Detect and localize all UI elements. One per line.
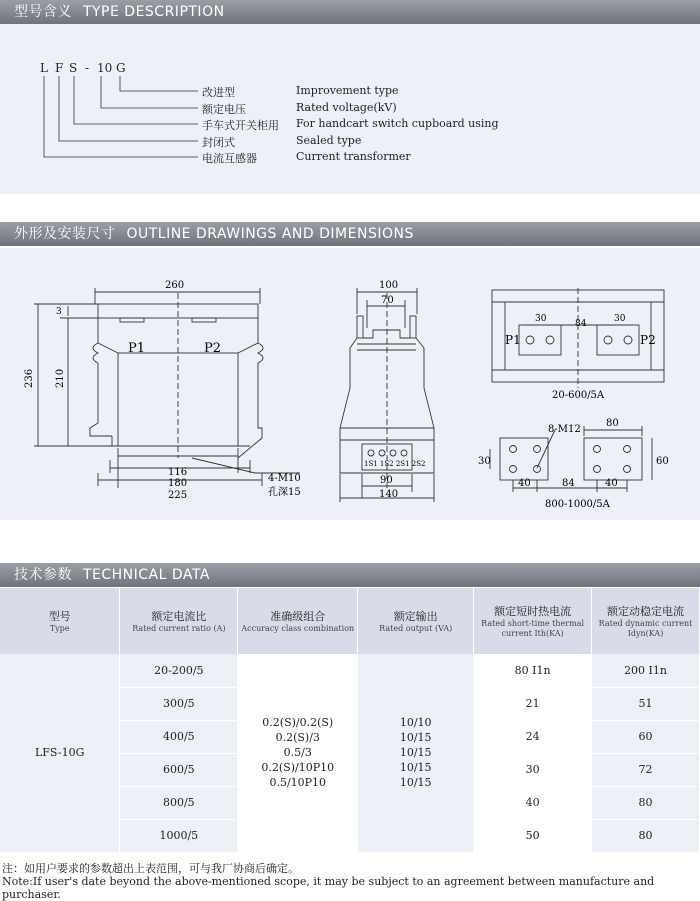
table-row	[0, 654, 700, 687]
dim-3: 3	[56, 307, 62, 317]
cell-ratio: 600/5	[120, 753, 238, 786]
type-description-panel	[0, 24, 700, 194]
dim-140: 140	[379, 489, 399, 500]
section-title-en: TYPE DESCRIPTION	[82, 4, 225, 20]
plate-dim-30: 30	[478, 456, 491, 467]
top-dim-30b: 30	[614, 314, 626, 324]
type-code-leader-lines	[0, 24, 200, 194]
code-dash: -	[85, 61, 90, 75]
dim-116: 116	[168, 467, 188, 478]
plate-dim-40a: 40	[518, 478, 531, 489]
plate-dim-60: 60	[656, 456, 669, 467]
dim-236: 236	[24, 368, 35, 388]
cell-idyn: 200 I1n	[592, 654, 700, 687]
section-title-en: OUTLINE DRAWINGS AND DIMENSIONS	[126, 226, 414, 242]
top-view-caption: 20-600/5A	[552, 390, 605, 401]
desc-en-ct: Current transformer	[296, 150, 411, 163]
cell-idyn: 80	[592, 786, 700, 819]
desc-cn-sealed: 封闭式	[202, 136, 235, 149]
section-title-cn: 型号含义	[14, 4, 72, 20]
technical-data-area	[0, 588, 700, 854]
header-idyn: 额定动稳定电流 Rated dynamic current Idyn(KA)	[592, 588, 700, 654]
code-letter-l: L	[40, 61, 48, 75]
code-letter-s: S	[69, 61, 78, 75]
cell-output: 10/10 10/15 10/15 10/15 10/15	[358, 654, 474, 852]
side-view-drawing	[340, 288, 434, 502]
dim-90: 90	[380, 475, 393, 486]
desc-en-handcart: For handcart switch cupboard using	[296, 117, 499, 130]
cell-ith: 40	[474, 786, 592, 819]
header-ratio: 额定电流比 Rated current ratio (A)	[120, 588, 238, 654]
section-title-en: TECHNICAL DATA	[82, 567, 210, 583]
note-cn: 注：如用户要求的参数超出上表范围，可与我厂协商后确定。	[2, 862, 299, 875]
top-dim-30a: 30	[535, 314, 547, 324]
section-title-cn: 技术参数	[14, 567, 72, 583]
dim-210: 210	[55, 368, 66, 388]
cell-idyn: 80	[592, 819, 700, 852]
front-thread-label: 4-M10	[268, 473, 301, 484]
desc-cn-voltage: 额定电压	[202, 103, 246, 116]
section-header-type-description	[0, 0, 700, 24]
top-dim-84: 84	[575, 319, 587, 329]
cell-ith: 21	[474, 687, 592, 720]
desc-cn-handcart: 手车式开关柜用	[202, 119, 279, 132]
code-letter-f: F	[55, 61, 64, 75]
section-header-outline	[0, 222, 700, 246]
dim-260: 260	[165, 280, 185, 291]
plate-dim-84: 84	[562, 478, 575, 489]
top-p1-label: P1	[505, 333, 521, 347]
front-p1-label: P1	[128, 341, 146, 356]
cell-ith: 80 I1n	[474, 654, 592, 687]
cell-ith: 50	[474, 819, 592, 852]
cell-type: LFS-10G	[0, 654, 120, 852]
top-p2-label: P2	[640, 333, 656, 347]
dim-180: 180	[168, 478, 188, 489]
table-header-row	[0, 588, 700, 654]
plate-thread-label: 8-M12	[548, 424, 581, 435]
cell-idyn: 72	[592, 753, 700, 786]
cell-idyn: 60	[592, 720, 700, 753]
desc-cn-improvement: 改进型	[202, 86, 235, 99]
plate-dim-80: 80	[606, 418, 619, 429]
header-output: 额定输出 Rated output (VA)	[358, 588, 474, 654]
front-view-drawing	[34, 288, 300, 488]
technical-data-table	[0, 588, 700, 853]
header-ith: 额定短时热电流 Rated short-time thermal current Ith(KA)	[474, 588, 592, 654]
cell-idyn: 51	[592, 687, 700, 720]
desc-cn-ct: 电流互感器	[202, 152, 257, 165]
outline-drawings-panel	[0, 248, 700, 520]
header-type: 型号 Type	[0, 588, 120, 654]
cell-ratio: 800/5	[120, 786, 238, 819]
cell-ratio: 300/5	[120, 687, 238, 720]
cell-ratio: 1000/5	[120, 819, 238, 852]
outline-drawings	[0, 248, 700, 520]
section-header-technical-data	[0, 563, 700, 587]
note-en: Note:If user's date beyond the above-mentioned scope, it may be subject to an agreement between manufacture and purchaser.	[2, 875, 655, 901]
cell-ith: 24	[474, 720, 592, 753]
plates-caption: 800-1000/5A	[545, 499, 610, 510]
desc-en-improvement: Improvement type	[296, 84, 399, 97]
desc-en-sealed: Sealed type	[296, 134, 362, 147]
front-p2-label: P2	[204, 341, 222, 356]
dim-225: 225	[168, 490, 188, 501]
plate-dim-40b: 40	[605, 478, 618, 489]
cell-ratio: 20-200/5	[120, 654, 238, 687]
desc-en-voltage: Rated voltage(kV)	[296, 101, 397, 114]
code-voltage: 10	[97, 61, 113, 75]
code-letter-g: G	[116, 61, 126, 75]
side-terminal-labels: 1S1 1S2 2S1 2S2	[364, 460, 426, 468]
dim-70: 70	[381, 295, 394, 306]
cell-accuracy: 0.2(S)/0.2(S) 0.2(S)/3 0.5/3 0.2(S)/10P10 0.5/10P10	[238, 654, 358, 852]
header-accuracy: 准确级组合 Accuracy class combination	[238, 588, 358, 654]
cell-ratio: 400/5	[120, 720, 238, 753]
front-hole-depth: 孔深15	[268, 487, 301, 498]
section-title-cn: 外形及安装尺寸	[14, 226, 116, 242]
cell-ith: 30	[474, 753, 592, 786]
dim-100: 100	[379, 280, 399, 291]
